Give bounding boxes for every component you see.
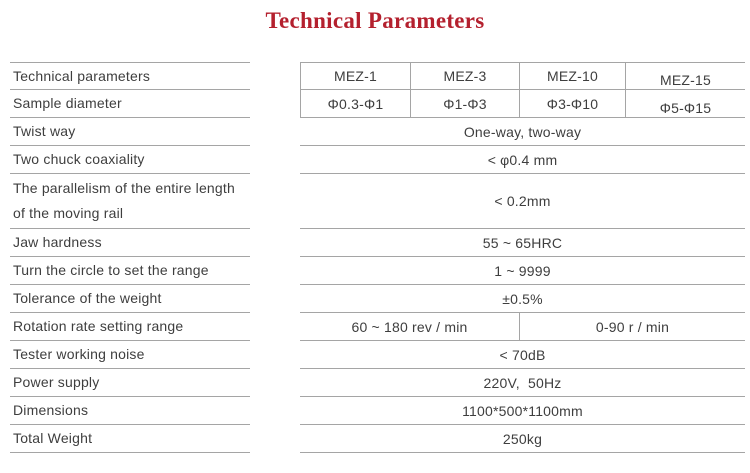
column-gap	[250, 62, 300, 90]
column-gap	[250, 369, 300, 397]
table-row	[10, 174, 745, 229]
value-cell: Φ1-Φ3	[410, 90, 519, 117]
table-row	[10, 118, 745, 146]
table-row	[10, 257, 745, 285]
column-gap	[250, 229, 300, 257]
row-value: < φ0.4 mm	[300, 146, 745, 174]
row-label: Two chuck coaxiality	[10, 146, 250, 174]
column-gap	[250, 146, 300, 174]
column-gap	[250, 341, 300, 369]
table-row	[10, 397, 745, 425]
table-row	[10, 313, 745, 341]
row-label: Sample diameter	[10, 90, 250, 118]
row-value: 55 ~ 65HRC	[300, 229, 745, 257]
row-value: 1 ~ 9999	[300, 257, 745, 285]
row-value: One-way, two-way	[300, 118, 745, 146]
row-values	[300, 90, 745, 118]
column-gap	[250, 174, 300, 229]
row-value: ±0.5%	[300, 285, 745, 313]
table-row	[10, 285, 745, 313]
row-label: Turn the circle to set the range	[10, 257, 250, 285]
value-cell: 0-90 r / min	[519, 313, 745, 340]
column-gap	[250, 425, 300, 453]
value-cell: Φ0.3-Φ1	[300, 90, 410, 117]
row-label: Jaw hardness	[10, 229, 250, 257]
table-row	[10, 341, 745, 369]
row-value: 1100*500*1100mm	[300, 397, 745, 425]
row-label: Dimensions	[10, 397, 250, 425]
column-gap	[250, 397, 300, 425]
row-label: Total Weight	[10, 425, 250, 453]
table-row	[10, 146, 745, 174]
model-header-cell: MEZ-1	[300, 63, 410, 89]
row-label: Tester working noise	[10, 341, 250, 369]
table-row	[10, 425, 745, 453]
row-label: The parallelism of the entire length of the moving rail	[10, 174, 250, 229]
row-values	[300, 62, 745, 90]
row-value: 250kg	[300, 425, 745, 453]
value-cell	[625, 90, 745, 117]
table-row	[10, 90, 745, 118]
column-gap	[250, 118, 300, 146]
value-cell: Φ3-Φ10	[519, 90, 625, 117]
table-row	[10, 369, 745, 397]
row-label: Tolerance of the weight	[10, 285, 250, 313]
value-cell: 60 ~ 180 rev / min	[351, 318, 468, 335]
column-gap	[250, 313, 300, 341]
row-label: Twist way	[10, 118, 250, 146]
table-row	[10, 229, 745, 257]
column-gap	[250, 285, 300, 313]
table-row	[10, 62, 745, 90]
column-gap	[250, 90, 300, 118]
row-values	[300, 313, 745, 341]
row-label: Rotation rate setting range	[10, 313, 250, 341]
row-value: 220V, 50Hz	[300, 369, 745, 397]
parameters-table	[10, 62, 745, 453]
model-header-cell: MEZ-3	[410, 63, 519, 89]
column-gap	[250, 257, 300, 285]
model-header-cell: MEZ-10	[519, 63, 625, 89]
value-text: Φ5-Φ15	[659, 99, 712, 116]
row-label: Power supply	[10, 369, 250, 397]
row-value: < 0.2mm	[300, 174, 745, 229]
model-header-text: MEZ-15	[660, 72, 711, 88]
row-value: < 70dB	[300, 341, 745, 369]
model-header-cell	[625, 63, 745, 89]
row-label: Technical parameters	[10, 62, 250, 90]
page-title: Technical Parameters	[265, 8, 485, 33]
